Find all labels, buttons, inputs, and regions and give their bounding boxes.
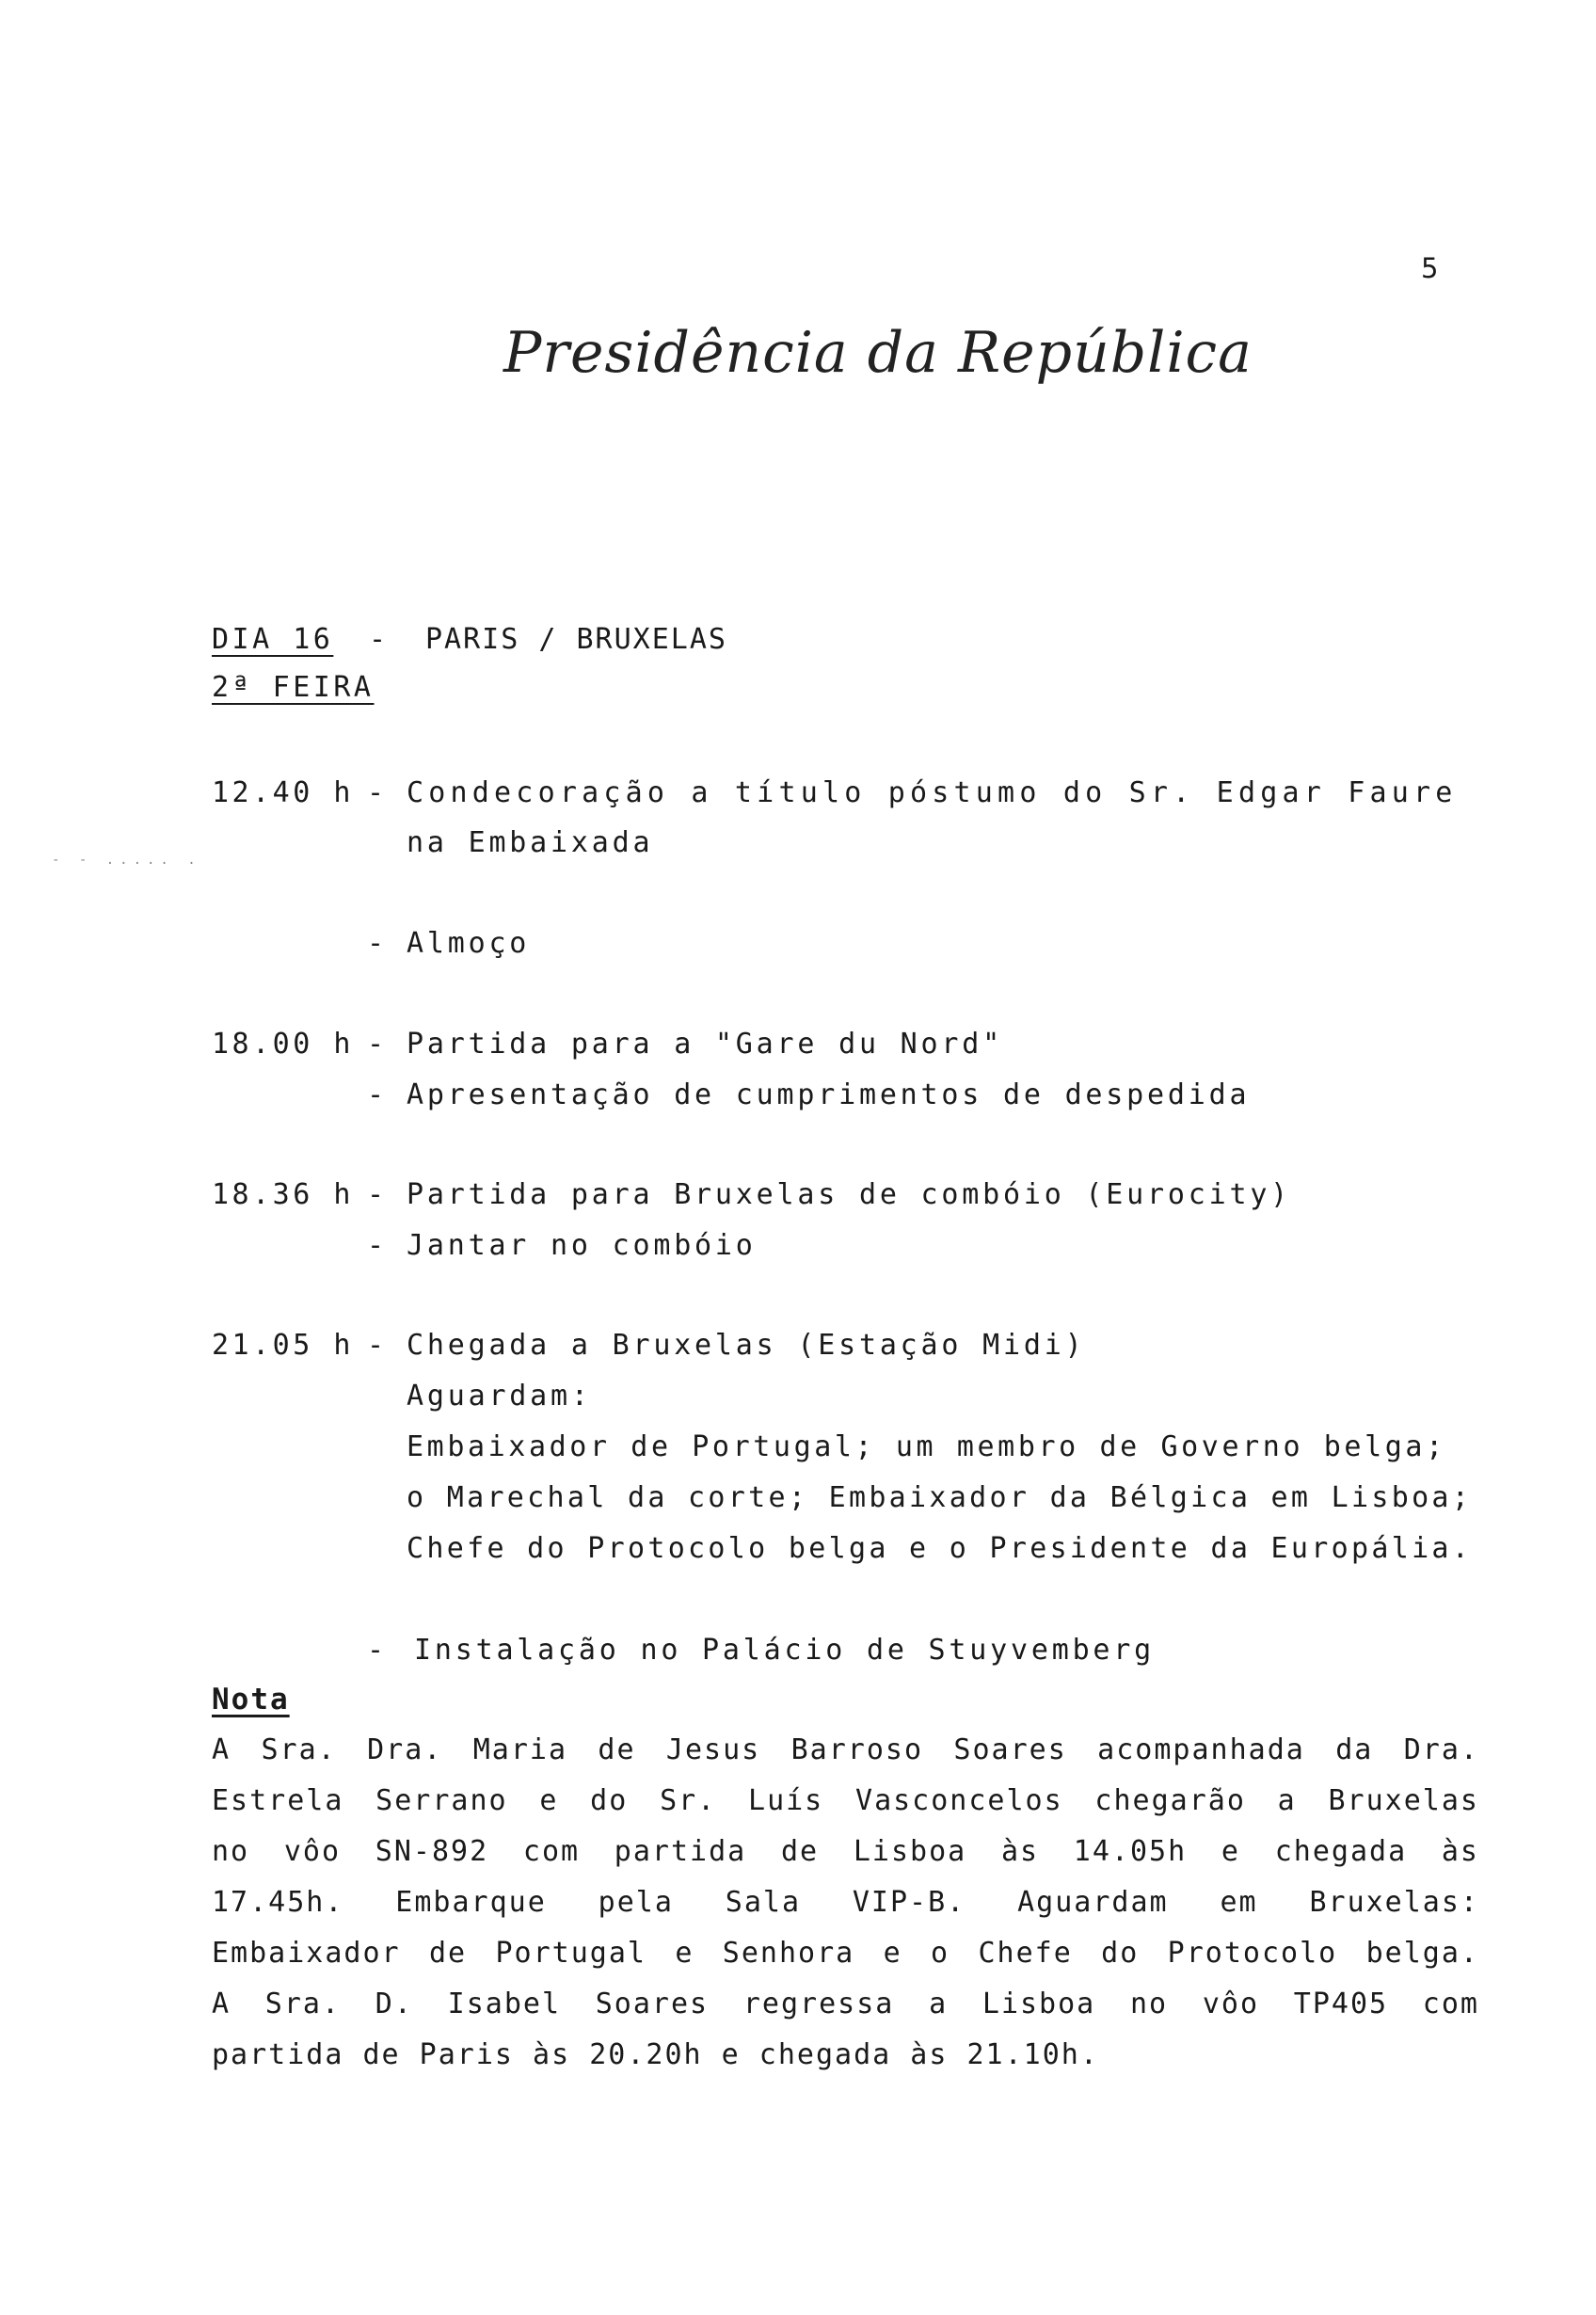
bullet-dash: - [367,1229,385,1262]
bullet-dash: - [367,1329,385,1362]
schedule-item: Partida para a "Gare du Nord" [407,1028,1003,1061]
schedule-item: na Embaixada [407,826,654,859]
day-label: DIA 16 [212,623,334,656]
bullet-dash: - [367,1634,385,1667]
note-line: Estrela Serrano e do Sr. Luís Vasconcelos chegarão a Bruxelas [212,1784,1479,1817]
schedule-item: Almoço [407,927,531,960]
note-line: 17.45h. Embarque pela Sala VIP-B. Aguardam em Bruxelas: [212,1886,1479,1919]
weekday-label: 2ª FEIRA [212,671,375,704]
schedule-item: Embaixador de Portugal; um membro de Governo belga; [407,1430,1446,1463]
schedule-time: 18.00 h [212,1028,354,1061]
bullet-dash: - [367,927,385,960]
schedule-item: o Marechal da corte; Embaixador da Bélgica em Lisboa; [407,1481,1473,1514]
schedule-item: Partida para Bruxelas de combóio (Eurocity) [407,1178,1292,1211]
note-line: A Sra. D. Isabel Soares regressa a Lisboa no vôo TP405 com [212,1988,1479,2020]
route-label: PARIS / BRUXELAS [425,623,727,656]
schedule-item: Chefe do Protocolo belga e o Presidente da Europália. [407,1532,1473,1565]
schedule-item: Instalação no Palácio de Stuyvemberg [414,1634,1156,1667]
note-line: no vôo SN-892 com partida de Lisboa às 14.05h e chegada às [212,1835,1479,1868]
bullet-dash: - [367,776,385,809]
schedule-item: Jantar no combóio [407,1229,757,1262]
schedule-time: 18.36 h [212,1178,354,1211]
letterhead: Presidência da República [503,320,1253,386]
bullet-dash: - [367,1028,385,1061]
page-number: 5 [1421,252,1439,284]
bullet-dash: - [367,1178,385,1211]
schedule-time: 12.40 h [212,776,354,809]
schedule-item: Chegada a Bruxelas (Estação Midi) [407,1329,1086,1362]
note-title: Nota [212,1683,290,1716]
note-line: partida de Paris às 20.20h e chegada às 21.10h. [212,2038,1099,2071]
bullet-dash: - [367,1078,385,1111]
note-line: Embaixador de Portugal e Senhora e o Chefe do Protocolo belga. [212,1937,1479,1970]
schedule-item: Aguardam: [407,1380,592,1413]
scan-artifact: - - ..... . [52,853,201,868]
schedule-time: 21.05 h [212,1329,354,1362]
header-separator: - [369,623,390,656]
schedule-item: Condecoração a título póstumo do Sr. Edgar Faure [407,776,1458,809]
note-line: A Sra. Dra. Maria de Jesus Barroso Soares acompanhada da Dra. [212,1733,1479,1766]
schedule-item: Apresentação de cumprimentos de despedida [407,1078,1251,1111]
